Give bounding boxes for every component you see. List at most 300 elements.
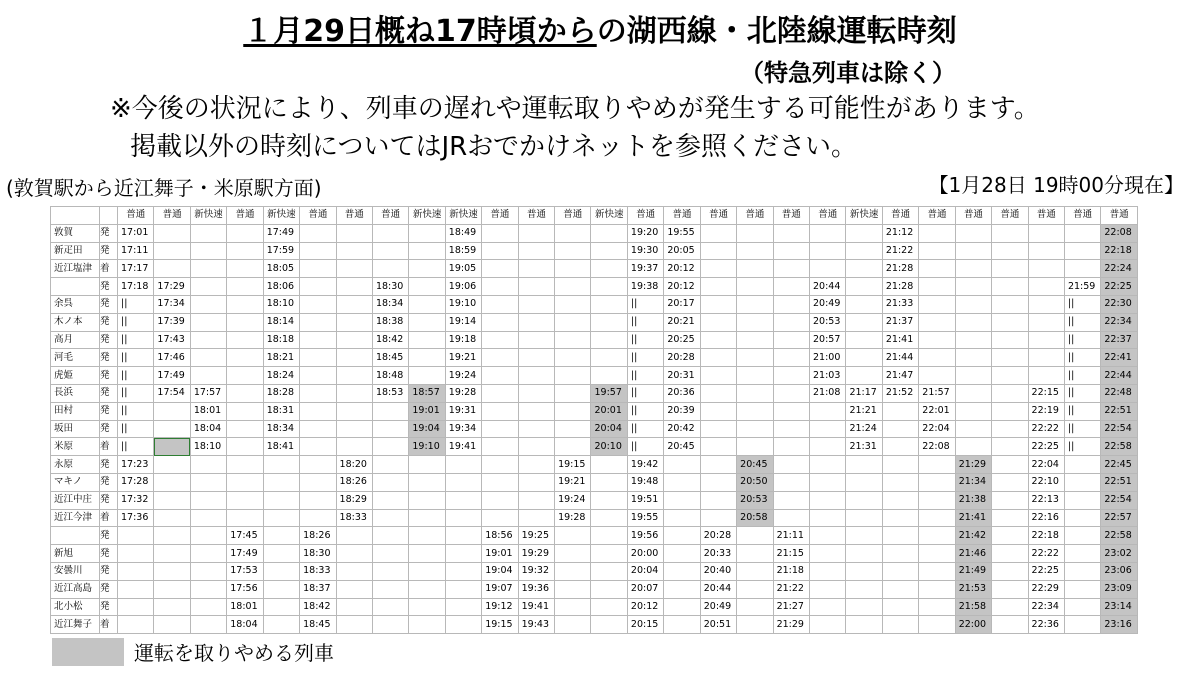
time-cell bbox=[955, 295, 991, 313]
pass-through-cell: || bbox=[1064, 402, 1100, 420]
time-cell bbox=[846, 242, 882, 260]
time-cell: 19:05 bbox=[445, 260, 481, 278]
time-cell: 18:18 bbox=[263, 331, 299, 349]
station-name-cell: 高月 bbox=[51, 331, 100, 349]
time-cell bbox=[227, 242, 263, 260]
time-cell: 22:58 bbox=[1101, 527, 1137, 545]
time-cell bbox=[372, 491, 408, 509]
time-cell bbox=[227, 402, 263, 420]
time-cell: 21:53 bbox=[955, 580, 991, 598]
time-cell: 17:01 bbox=[118, 224, 154, 242]
time-cell: 22:41 bbox=[1101, 349, 1137, 367]
time-cell bbox=[409, 473, 445, 491]
time-cell: 20:17 bbox=[664, 295, 700, 313]
page-title-date: １月29日概ね17時頃から bbox=[243, 14, 597, 49]
time-cell bbox=[846, 295, 882, 313]
time-cell: 18:33 bbox=[336, 509, 372, 527]
timetable bbox=[50, 206, 1138, 634]
time-cell bbox=[154, 616, 190, 634]
time-cell: 20:07 bbox=[627, 580, 663, 598]
time-cell bbox=[1064, 260, 1100, 278]
pass-through-cell: || bbox=[118, 438, 154, 456]
time-cell: 22:45 bbox=[1101, 456, 1137, 474]
time-cell bbox=[154, 545, 190, 563]
time-cell bbox=[919, 616, 955, 634]
time-cell bbox=[1064, 242, 1100, 260]
time-cell bbox=[300, 473, 336, 491]
time-cell bbox=[409, 527, 445, 545]
time-cell: 18:42 bbox=[300, 598, 336, 616]
time-cell: 17:53 bbox=[227, 562, 263, 580]
time-cell: 19:15 bbox=[482, 616, 518, 634]
time-cell: 19:06 bbox=[445, 278, 481, 296]
time-cell bbox=[336, 598, 372, 616]
pass-through-cell: || bbox=[627, 384, 663, 402]
time-cell: 22:01 bbox=[919, 402, 955, 420]
time-cell: 22:29 bbox=[1028, 580, 1064, 598]
time-cell bbox=[409, 260, 445, 278]
time-cell bbox=[372, 438, 408, 456]
time-cell bbox=[227, 509, 263, 527]
time-cell: 17:28 bbox=[118, 473, 154, 491]
time-cell bbox=[227, 224, 263, 242]
arrive-depart-cell: 着 bbox=[100, 509, 118, 527]
time-cell bbox=[336, 420, 372, 438]
time-cell: 20:31 bbox=[664, 367, 700, 385]
time-cell bbox=[1064, 545, 1100, 563]
timetable-row bbox=[51, 473, 1138, 491]
time-cell bbox=[518, 473, 554, 491]
time-cell bbox=[336, 224, 372, 242]
timetable-row bbox=[51, 349, 1138, 367]
time-cell: 21:46 bbox=[955, 545, 991, 563]
time-cell bbox=[882, 580, 918, 598]
time-cell bbox=[955, 313, 991, 331]
time-cell bbox=[810, 509, 846, 527]
time-cell: 17:23 bbox=[118, 456, 154, 474]
time-cell bbox=[700, 242, 736, 260]
timetable-row bbox=[51, 580, 1138, 598]
time-cell bbox=[372, 527, 408, 545]
time-cell bbox=[992, 367, 1028, 385]
time-cell bbox=[773, 295, 809, 313]
time-cell bbox=[190, 545, 226, 563]
time-cell bbox=[482, 224, 518, 242]
time-cell: 18:14 bbox=[263, 313, 299, 331]
time-cell bbox=[810, 616, 846, 634]
time-cell bbox=[919, 242, 955, 260]
time-cell: 20:49 bbox=[810, 295, 846, 313]
station-name-cell: 近江高島 bbox=[51, 580, 100, 598]
time-cell: 21:27 bbox=[773, 598, 809, 616]
time-cell: 18:26 bbox=[336, 473, 372, 491]
time-cell bbox=[555, 242, 591, 260]
time-cell: 20:28 bbox=[700, 527, 736, 545]
time-cell bbox=[919, 598, 955, 616]
timetable-row bbox=[51, 242, 1138, 260]
time-cell: 22:16 bbox=[1028, 509, 1064, 527]
time-cell bbox=[263, 562, 299, 580]
time-cell bbox=[700, 313, 736, 331]
notice-text-2: 掲載以外の時刻についてはJRおでかけネットを参照ください。 bbox=[130, 132, 857, 162]
train-type-cell: 普通 bbox=[955, 207, 991, 225]
time-cell: 19:10 bbox=[409, 438, 445, 456]
time-cell bbox=[518, 384, 554, 402]
time-cell: 22:24 bbox=[1101, 260, 1137, 278]
time-cell: 18:24 bbox=[263, 367, 299, 385]
time-cell bbox=[555, 402, 591, 420]
time-cell bbox=[518, 402, 554, 420]
train-type-cell: 普通 bbox=[118, 207, 154, 225]
time-cell bbox=[810, 473, 846, 491]
time-cell bbox=[154, 491, 190, 509]
time-cell bbox=[919, 349, 955, 367]
time-cell: 22:54 bbox=[1101, 491, 1137, 509]
time-cell: 22:18 bbox=[1101, 242, 1137, 260]
time-cell bbox=[445, 598, 481, 616]
timetable-row bbox=[51, 420, 1138, 438]
time-cell bbox=[190, 278, 226, 296]
time-cell bbox=[336, 313, 372, 331]
time-cell bbox=[190, 367, 226, 385]
time-cell bbox=[555, 580, 591, 598]
time-cell: 17:49 bbox=[227, 545, 263, 563]
time-cell bbox=[591, 295, 627, 313]
time-cell bbox=[919, 527, 955, 545]
time-cell bbox=[227, 349, 263, 367]
time-cell bbox=[482, 491, 518, 509]
time-cell bbox=[372, 509, 408, 527]
time-cell bbox=[190, 580, 226, 598]
time-cell bbox=[846, 224, 882, 242]
time-cell bbox=[810, 420, 846, 438]
time-cell bbox=[737, 562, 773, 580]
time-cell: 19:15 bbox=[555, 456, 591, 474]
time-cell: 21:42 bbox=[955, 527, 991, 545]
time-cell bbox=[591, 456, 627, 474]
time-cell bbox=[154, 420, 190, 438]
station-name-cell: 余呉 bbox=[51, 295, 100, 313]
time-cell bbox=[591, 580, 627, 598]
time-cell: 18:49 bbox=[445, 224, 481, 242]
pass-through-cell: || bbox=[627, 438, 663, 456]
time-cell bbox=[919, 509, 955, 527]
time-cell: 19:28 bbox=[445, 384, 481, 402]
time-cell bbox=[1028, 313, 1064, 331]
time-cell bbox=[700, 295, 736, 313]
time-cell bbox=[773, 438, 809, 456]
time-cell bbox=[263, 527, 299, 545]
time-cell: 20:12 bbox=[664, 260, 700, 278]
time-cell bbox=[190, 242, 226, 260]
time-cell: 22:25 bbox=[1028, 438, 1064, 456]
time-cell bbox=[482, 456, 518, 474]
time-cell bbox=[846, 473, 882, 491]
time-cell bbox=[846, 598, 882, 616]
time-cell bbox=[1064, 598, 1100, 616]
time-cell bbox=[773, 402, 809, 420]
station-name-cell: マキノ bbox=[51, 473, 100, 491]
time-cell bbox=[409, 313, 445, 331]
train-type-cell: 普通 bbox=[300, 207, 336, 225]
time-cell bbox=[700, 349, 736, 367]
time-cell: 22:04 bbox=[919, 420, 955, 438]
time-cell bbox=[118, 598, 154, 616]
time-cell: 19:41 bbox=[518, 598, 554, 616]
time-cell: 19:21 bbox=[555, 473, 591, 491]
timetable-row bbox=[51, 509, 1138, 527]
time-cell bbox=[372, 562, 408, 580]
time-cell bbox=[518, 331, 554, 349]
time-cell: 20:25 bbox=[664, 331, 700, 349]
time-cell bbox=[737, 295, 773, 313]
time-cell bbox=[700, 438, 736, 456]
time-cell bbox=[154, 580, 190, 598]
timetable-row bbox=[51, 527, 1138, 545]
time-cell: 20:49 bbox=[700, 598, 736, 616]
time-cell bbox=[919, 367, 955, 385]
time-cell bbox=[992, 527, 1028, 545]
time-cell: 18:57 bbox=[409, 384, 445, 402]
time-cell bbox=[810, 562, 846, 580]
time-cell bbox=[846, 313, 882, 331]
time-cell: 17:17 bbox=[118, 260, 154, 278]
time-cell: 19:56 bbox=[627, 527, 663, 545]
timetable-row bbox=[51, 384, 1138, 402]
time-cell bbox=[591, 367, 627, 385]
timetable-row bbox=[51, 438, 1138, 456]
time-cell: 21:33 bbox=[882, 295, 918, 313]
time-cell bbox=[955, 242, 991, 260]
time-cell: 22:51 bbox=[1101, 402, 1137, 420]
time-cell: 20:57 bbox=[810, 331, 846, 349]
time-cell: 20:40 bbox=[700, 562, 736, 580]
time-cell bbox=[773, 278, 809, 296]
time-cell bbox=[190, 491, 226, 509]
time-cell bbox=[154, 562, 190, 580]
time-cell: 22:54 bbox=[1101, 420, 1137, 438]
time-cell bbox=[846, 349, 882, 367]
time-cell: 21:18 bbox=[773, 562, 809, 580]
time-cell: 22:25 bbox=[1101, 278, 1137, 296]
time-cell bbox=[154, 438, 190, 456]
timetable-row bbox=[51, 367, 1138, 385]
time-cell bbox=[1064, 224, 1100, 242]
pass-through-cell: || bbox=[627, 420, 663, 438]
arrive-depart-cell: 発 bbox=[100, 598, 118, 616]
time-cell: 18:48 bbox=[372, 367, 408, 385]
time-cell bbox=[919, 491, 955, 509]
time-cell: 22:34 bbox=[1028, 598, 1064, 616]
time-cell bbox=[846, 456, 882, 474]
train-type-cell: 普通 bbox=[1101, 207, 1137, 225]
station-name-cell: 北小松 bbox=[51, 598, 100, 616]
time-cell bbox=[555, 616, 591, 634]
time-cell: 22:48 bbox=[1101, 384, 1137, 402]
time-cell bbox=[737, 598, 773, 616]
time-cell bbox=[372, 420, 408, 438]
time-cell bbox=[591, 598, 627, 616]
time-cell bbox=[737, 349, 773, 367]
time-cell bbox=[919, 224, 955, 242]
time-cell bbox=[336, 527, 372, 545]
time-cell bbox=[227, 420, 263, 438]
time-cell: 20:33 bbox=[700, 545, 736, 563]
time-cell: 18:21 bbox=[263, 349, 299, 367]
time-cell: 18:31 bbox=[263, 402, 299, 420]
time-cell bbox=[919, 260, 955, 278]
time-cell: 18:34 bbox=[263, 420, 299, 438]
time-cell: 19:24 bbox=[445, 367, 481, 385]
time-cell: 18:26 bbox=[300, 527, 336, 545]
time-cell bbox=[409, 545, 445, 563]
time-cell bbox=[518, 260, 554, 278]
time-cell: 21:00 bbox=[810, 349, 846, 367]
arrive-depart-cell: 発 bbox=[100, 580, 118, 598]
time-cell bbox=[372, 402, 408, 420]
time-cell: 18:41 bbox=[263, 438, 299, 456]
time-cell bbox=[227, 295, 263, 313]
time-cell bbox=[409, 456, 445, 474]
time-cell bbox=[955, 420, 991, 438]
time-cell: 20:50 bbox=[737, 473, 773, 491]
time-cell bbox=[154, 260, 190, 278]
time-cell bbox=[664, 509, 700, 527]
time-cell: 20:39 bbox=[664, 402, 700, 420]
time-cell bbox=[591, 349, 627, 367]
time-cell bbox=[482, 278, 518, 296]
time-cell bbox=[773, 384, 809, 402]
time-cell bbox=[336, 260, 372, 278]
time-cell: 19:48 bbox=[627, 473, 663, 491]
arrive-depart-cell: 発 bbox=[100, 384, 118, 402]
time-cell bbox=[737, 580, 773, 598]
time-cell bbox=[919, 580, 955, 598]
time-cell: 18:38 bbox=[372, 313, 408, 331]
time-cell bbox=[773, 420, 809, 438]
time-cell bbox=[810, 242, 846, 260]
arrive-depart-cell: 発 bbox=[100, 295, 118, 313]
time-cell bbox=[300, 224, 336, 242]
time-cell: 18:30 bbox=[372, 278, 408, 296]
time-cell bbox=[555, 295, 591, 313]
pass-through-cell: || bbox=[1064, 295, 1100, 313]
time-cell bbox=[1028, 331, 1064, 349]
time-cell: 19:42 bbox=[627, 456, 663, 474]
time-cell: 20:53 bbox=[737, 491, 773, 509]
time-cell bbox=[591, 278, 627, 296]
time-cell bbox=[882, 616, 918, 634]
timetable-row bbox=[51, 313, 1138, 331]
time-cell bbox=[773, 491, 809, 509]
time-cell bbox=[154, 598, 190, 616]
time-cell bbox=[664, 473, 700, 491]
time-cell: 21:12 bbox=[882, 224, 918, 242]
time-cell: 18:10 bbox=[263, 295, 299, 313]
time-cell: 19:24 bbox=[555, 491, 591, 509]
time-cell: 17:34 bbox=[154, 295, 190, 313]
time-cell: 22:18 bbox=[1028, 527, 1064, 545]
time-cell bbox=[955, 331, 991, 349]
time-cell bbox=[518, 295, 554, 313]
time-cell bbox=[409, 562, 445, 580]
time-cell: 22:04 bbox=[1028, 456, 1064, 474]
time-cell bbox=[518, 509, 554, 527]
time-cell bbox=[1028, 295, 1064, 313]
time-cell bbox=[336, 402, 372, 420]
time-cell bbox=[591, 545, 627, 563]
time-cell bbox=[336, 242, 372, 260]
time-cell bbox=[263, 456, 299, 474]
time-cell bbox=[190, 313, 226, 331]
time-cell bbox=[664, 456, 700, 474]
time-cell bbox=[700, 384, 736, 402]
time-cell bbox=[482, 402, 518, 420]
time-cell bbox=[336, 580, 372, 598]
arrive-depart-cell: 着 bbox=[100, 616, 118, 634]
time-cell bbox=[118, 527, 154, 545]
train-type-cell: 普通 bbox=[518, 207, 554, 225]
time-cell bbox=[300, 331, 336, 349]
pass-through-cell: || bbox=[118, 384, 154, 402]
time-cell bbox=[955, 438, 991, 456]
time-cell bbox=[482, 349, 518, 367]
time-cell: 17:49 bbox=[263, 224, 299, 242]
time-cell bbox=[773, 367, 809, 385]
legend-swatch bbox=[52, 638, 124, 666]
time-cell: 20:12 bbox=[664, 278, 700, 296]
time-cell bbox=[263, 473, 299, 491]
time-cell bbox=[846, 278, 882, 296]
time-cell: 22:51 bbox=[1101, 473, 1137, 491]
time-cell: 21:49 bbox=[955, 562, 991, 580]
time-cell bbox=[555, 224, 591, 242]
time-cell bbox=[154, 456, 190, 474]
train-type-cell: 新快速 bbox=[263, 207, 299, 225]
time-cell: 21:41 bbox=[955, 509, 991, 527]
time-cell: 21:08 bbox=[810, 384, 846, 402]
time-cell bbox=[227, 260, 263, 278]
time-cell bbox=[737, 242, 773, 260]
time-cell: 21:29 bbox=[773, 616, 809, 634]
time-cell bbox=[700, 331, 736, 349]
time-cell bbox=[300, 420, 336, 438]
time-cell bbox=[955, 260, 991, 278]
time-cell bbox=[482, 242, 518, 260]
page-subtitle: （特急列車は除く） bbox=[740, 59, 956, 87]
time-cell bbox=[300, 313, 336, 331]
time-cell bbox=[482, 295, 518, 313]
time-cell bbox=[700, 456, 736, 474]
time-cell: 22:57 bbox=[1101, 509, 1137, 527]
time-cell: 17:39 bbox=[154, 313, 190, 331]
train-type-cell: 普通 bbox=[992, 207, 1028, 225]
time-cell bbox=[773, 242, 809, 260]
time-cell: 18:29 bbox=[336, 491, 372, 509]
station-name-cell: 近江塩津 bbox=[51, 260, 100, 278]
arrive-depart-cell: 発 bbox=[100, 224, 118, 242]
train-type-header-row bbox=[51, 207, 1138, 225]
time-cell bbox=[919, 331, 955, 349]
time-cell bbox=[1064, 562, 1100, 580]
time-cell bbox=[1064, 456, 1100, 474]
time-cell bbox=[846, 509, 882, 527]
station-name-cell: 坂田 bbox=[51, 420, 100, 438]
pass-through-cell: || bbox=[118, 331, 154, 349]
direction-label: (敦賀駅から近江舞子・米原駅方面) bbox=[6, 176, 322, 200]
header-blank-cell bbox=[100, 207, 118, 225]
time-cell: 20:42 bbox=[664, 420, 700, 438]
